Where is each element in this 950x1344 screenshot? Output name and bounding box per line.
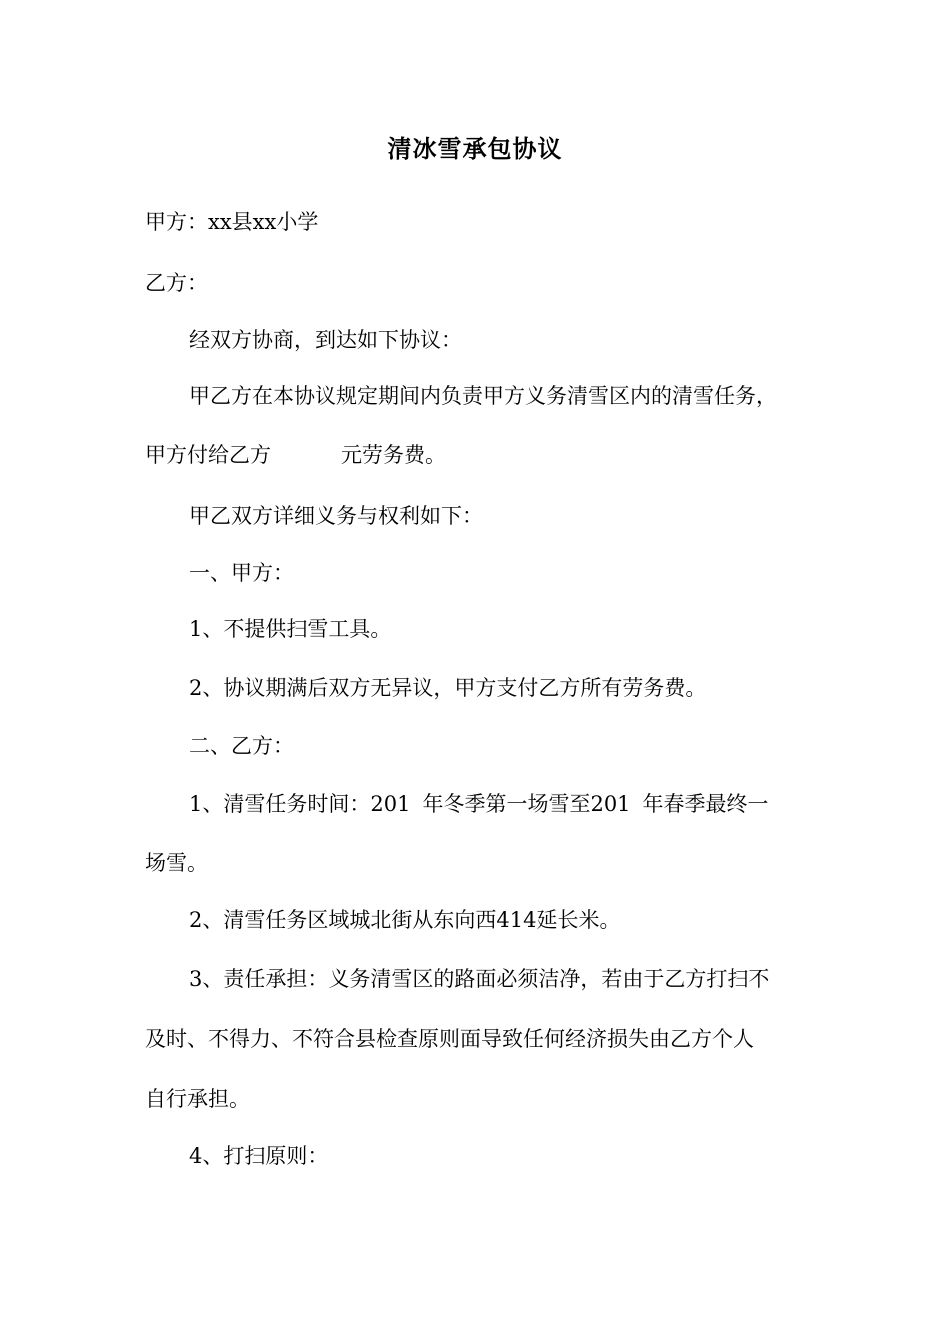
scope-paragraph-line-2 xyxy=(145,440,446,470)
section-b-item-1-line-1 xyxy=(189,789,769,819)
party-b-line: 乙方： xyxy=(145,271,208,295)
rights-intro-paragraph: 甲乙双方详细义务与权利如下： xyxy=(189,504,483,528)
document-title: 清冰雪承包协议 xyxy=(387,134,563,163)
task-time-winter: 年冬季第一场雪至201 xyxy=(422,792,631,816)
section-b-item-3-line-2: 及时、不得力、不符合县检查原则面导致任何经济损失由乙方个人 xyxy=(145,1027,754,1051)
section-a-item-1: 1、不提供扫雪工具。 xyxy=(189,617,392,641)
section-b-item-3-line-1: 3、责任承担：义务清雪区的路面必须洁净，若由于乙方打扫不 xyxy=(189,967,770,991)
task-time-label: 1、清雪任务时间：201 xyxy=(189,792,411,816)
section-b-item-3-line-3: 自行承担。 xyxy=(145,1087,250,1111)
section-b-item-4: 4、打扫原则： xyxy=(189,1144,329,1168)
section-b-heading: 二、乙方： xyxy=(189,734,294,758)
payment-text-end: 元劳务费。 xyxy=(341,443,446,467)
payment-text-start: 甲方付给乙方 xyxy=(145,443,271,467)
section-b-item-1-line-2: 场雪。 xyxy=(145,851,208,875)
party-a-line: 甲方：xx县xx小学 xyxy=(145,210,319,234)
task-time-spring: 年春季最终一 xyxy=(642,792,769,816)
scope-paragraph-line-1: 甲乙方在本协议规定期间内负责甲方义务清雪区内的清雪任务， xyxy=(189,384,777,408)
section-a-item-2: 2、协议期满后双方无异议，甲方支付乙方所有劳务费。 xyxy=(189,676,707,700)
section-a-heading: 一、甲方： xyxy=(189,561,294,585)
intro-paragraph: 经双方协商，到达如下协议： xyxy=(189,328,462,352)
section-b-item-2: 2、清雪任务区域城北街从东向西414延长米。 xyxy=(189,908,621,932)
